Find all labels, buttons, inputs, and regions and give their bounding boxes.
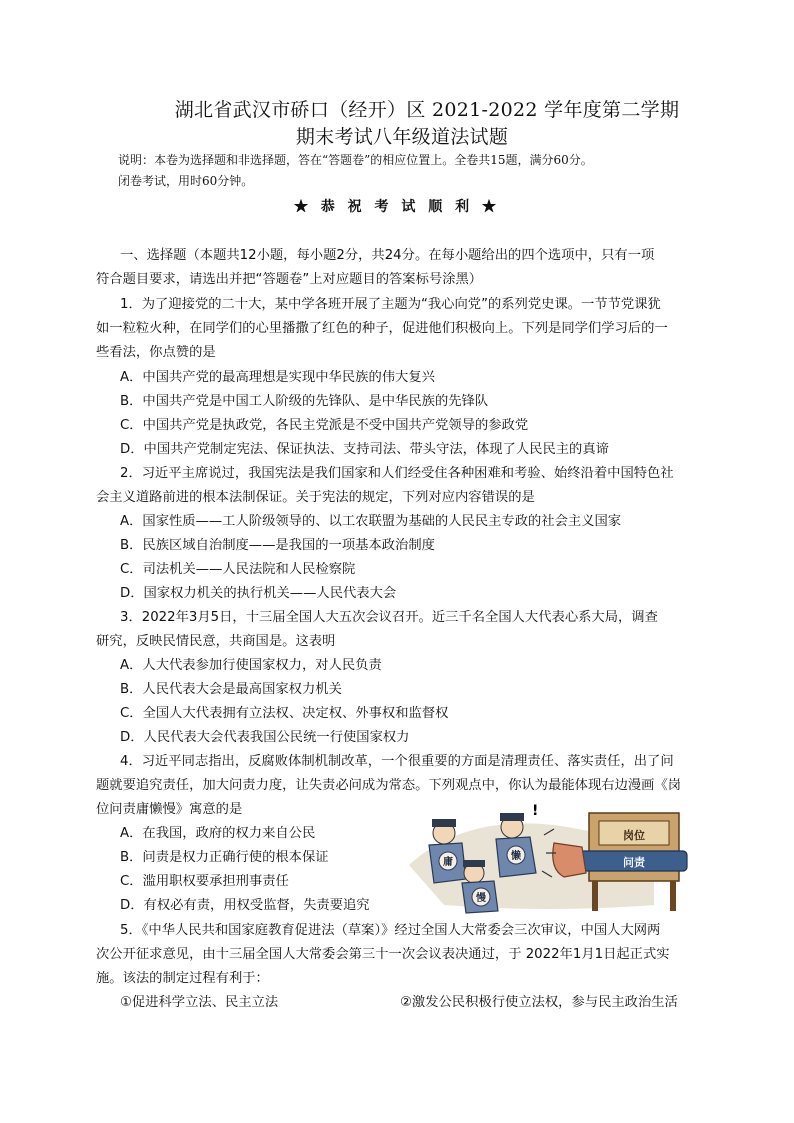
question-1-option-c: C．中国共产党是执政党，各民主党派是不受中国共产党领导的参政党 bbox=[120, 418, 529, 433]
question-5-stem-line3: 施。该法的制定过程有利于： bbox=[96, 971, 269, 986]
instructions-line2: 闭卷考试，用时60分钟。 bbox=[118, 174, 254, 188]
question-1-stem-line3: 些看法，你点赞的是 bbox=[96, 345, 216, 360]
question-4-option-b: B．问责是权力正确行使的根本保证 bbox=[120, 850, 329, 865]
question-2-option-a: A．国家性质——工人阶级领导的、以工农联盟为基础的人民民主专政的社会主义国家 bbox=[120, 514, 622, 529]
badge-slow: 慢 bbox=[476, 893, 486, 904]
question-4-option-d: D．有权必有责，用权受监督，失责要追究 bbox=[120, 898, 370, 913]
instructions-line1: 说明：本卷为选择题和非选择题，答在“答题卷”的相应位置上。全卷共15题，满分60分。 bbox=[118, 153, 593, 167]
question-3-stem-line1: 3．2022年3月5日，十三届全国人大五次会议召开。近三千名全国人大代表心系大局，调查 bbox=[120, 610, 658, 625]
question-3-option-a: A．人大代表参加行使国家权力，对人民负责 bbox=[120, 658, 382, 673]
official-figure-1 bbox=[429, 819, 466, 883]
question-2-option-d: D．国家权力机关的执行机关——人民代表大会 bbox=[120, 586, 397, 601]
exam-title-line2: 期末考试八年级道法试题 bbox=[295, 126, 509, 148]
question-2-option-b: B．民族区域自治制度——是我国的一项基本政治制度 bbox=[120, 538, 435, 553]
question-1-option-d: D．中国共产党制定宪法、保证执法、支持司法、带头守法，体现了人民民主的真谛 bbox=[120, 442, 609, 457]
exclamation-mark: ! bbox=[532, 803, 539, 819]
kicking-boot bbox=[553, 843, 586, 877]
section-heading-line2: 符合题目要求，请选出并把“答题卷”上对应题目的答案标号涂黑） bbox=[96, 272, 483, 287]
question-1-stem-line2: 如一粒粒火种，在同学们的心里播撒了红色的种子，促进他们积极向上。下列是同学们学习后的一 bbox=[96, 321, 668, 336]
question-1-option-a: A．中国共产党的最高理想是实现中华民族的伟大复兴 bbox=[120, 370, 435, 385]
question-4-stem-line3: 位问责庸懒慢》寓意的是 bbox=[96, 802, 243, 817]
question-4-stem-line1: 4．习近平同志指出，反腐败体制机制改革，一个很重要的方面是清理责任、落实责任，出了问 bbox=[120, 754, 674, 769]
question-2-stem-line1: 2．习近平主席说过，我国宪法是我们国家和人们经受住各种困难和考验、始终沿着中国特色社 bbox=[120, 466, 674, 481]
accountability-comic-illustration bbox=[404, 795, 694, 915]
question-1-option-b: B．中国共产党是中国工人阶级的先锋队、是中华民族的先锋队 bbox=[120, 394, 489, 409]
question-5-statement-2: ②激发公民积极行使立法权，参与民主政治生活 bbox=[400, 995, 678, 1010]
section-heading-line1: 一、选择题（本题共12小题，每小题2分，共24分。在每小题给出的四个选项中，只有一项 bbox=[120, 248, 655, 263]
question-5-statement-1: ①促进科学立法、民主立法 bbox=[120, 995, 279, 1010]
question-3-stem-line2: 研究，反映民情民意，共商国是。这表明 bbox=[96, 634, 336, 649]
arm-text-accountability: 问责 bbox=[623, 856, 645, 869]
question-2-option-c: C．司法机关——人民法院和人民检察院 bbox=[120, 562, 356, 577]
question-5-stem-line1: 5．《中华人民共和国家庭教育促进法（草案）》经过全国人大常委会三次审议，中国人大网两 bbox=[120, 923, 661, 938]
good-luck-banner: ★ 恭 祝 考 试 顺 利 ★ bbox=[293, 199, 501, 215]
question-4-option-c: C．滥用职权要承担刑事责任 bbox=[120, 874, 289, 889]
question-3-option-b: B．人民代表大会是最高国家权力机关 bbox=[120, 682, 342, 697]
exam-title-line1: 湖北省武汉市硚口（经开）区 2021-2022 学年度第二学期 bbox=[174, 99, 680, 121]
sign-text-position: 岗位 bbox=[623, 829, 645, 842]
question-4-option-a: A．在我国，政府的权力来自公民 bbox=[120, 826, 316, 841]
question-3-option-d: D．人民代表大会代表我国公民统一行使国家权力 bbox=[120, 730, 410, 745]
question-2-stem-line2: 会主义道路前进的根本法制保证。关于宪法的规定，下列对应内容错误的是 bbox=[96, 490, 535, 505]
badge-mediocre: 庸 bbox=[443, 857, 453, 868]
question-5-stem-line2: 次公开征求意见，由十三届全国人大常委会第三十一次会议表决通过，于 2022年1月1日起正式实 bbox=[96, 947, 670, 962]
question-1-stem-line1: 1．为了迎接党的二十大，某中学各班开展了主题为“我心向党”的系列党史课。一节节党课犹 bbox=[120, 297, 661, 312]
question-4-stem-line2: 题就要追究责任，加大问责力度，让失责必问成为常态。下列观点中，你认为最能体现右边漫画《岗 bbox=[96, 778, 682, 793]
badge-lazy: 懒 bbox=[511, 851, 521, 862]
question-3-option-c: C．全国人大代表拥有立法权、决定权、外事权和监督权 bbox=[120, 706, 449, 721]
